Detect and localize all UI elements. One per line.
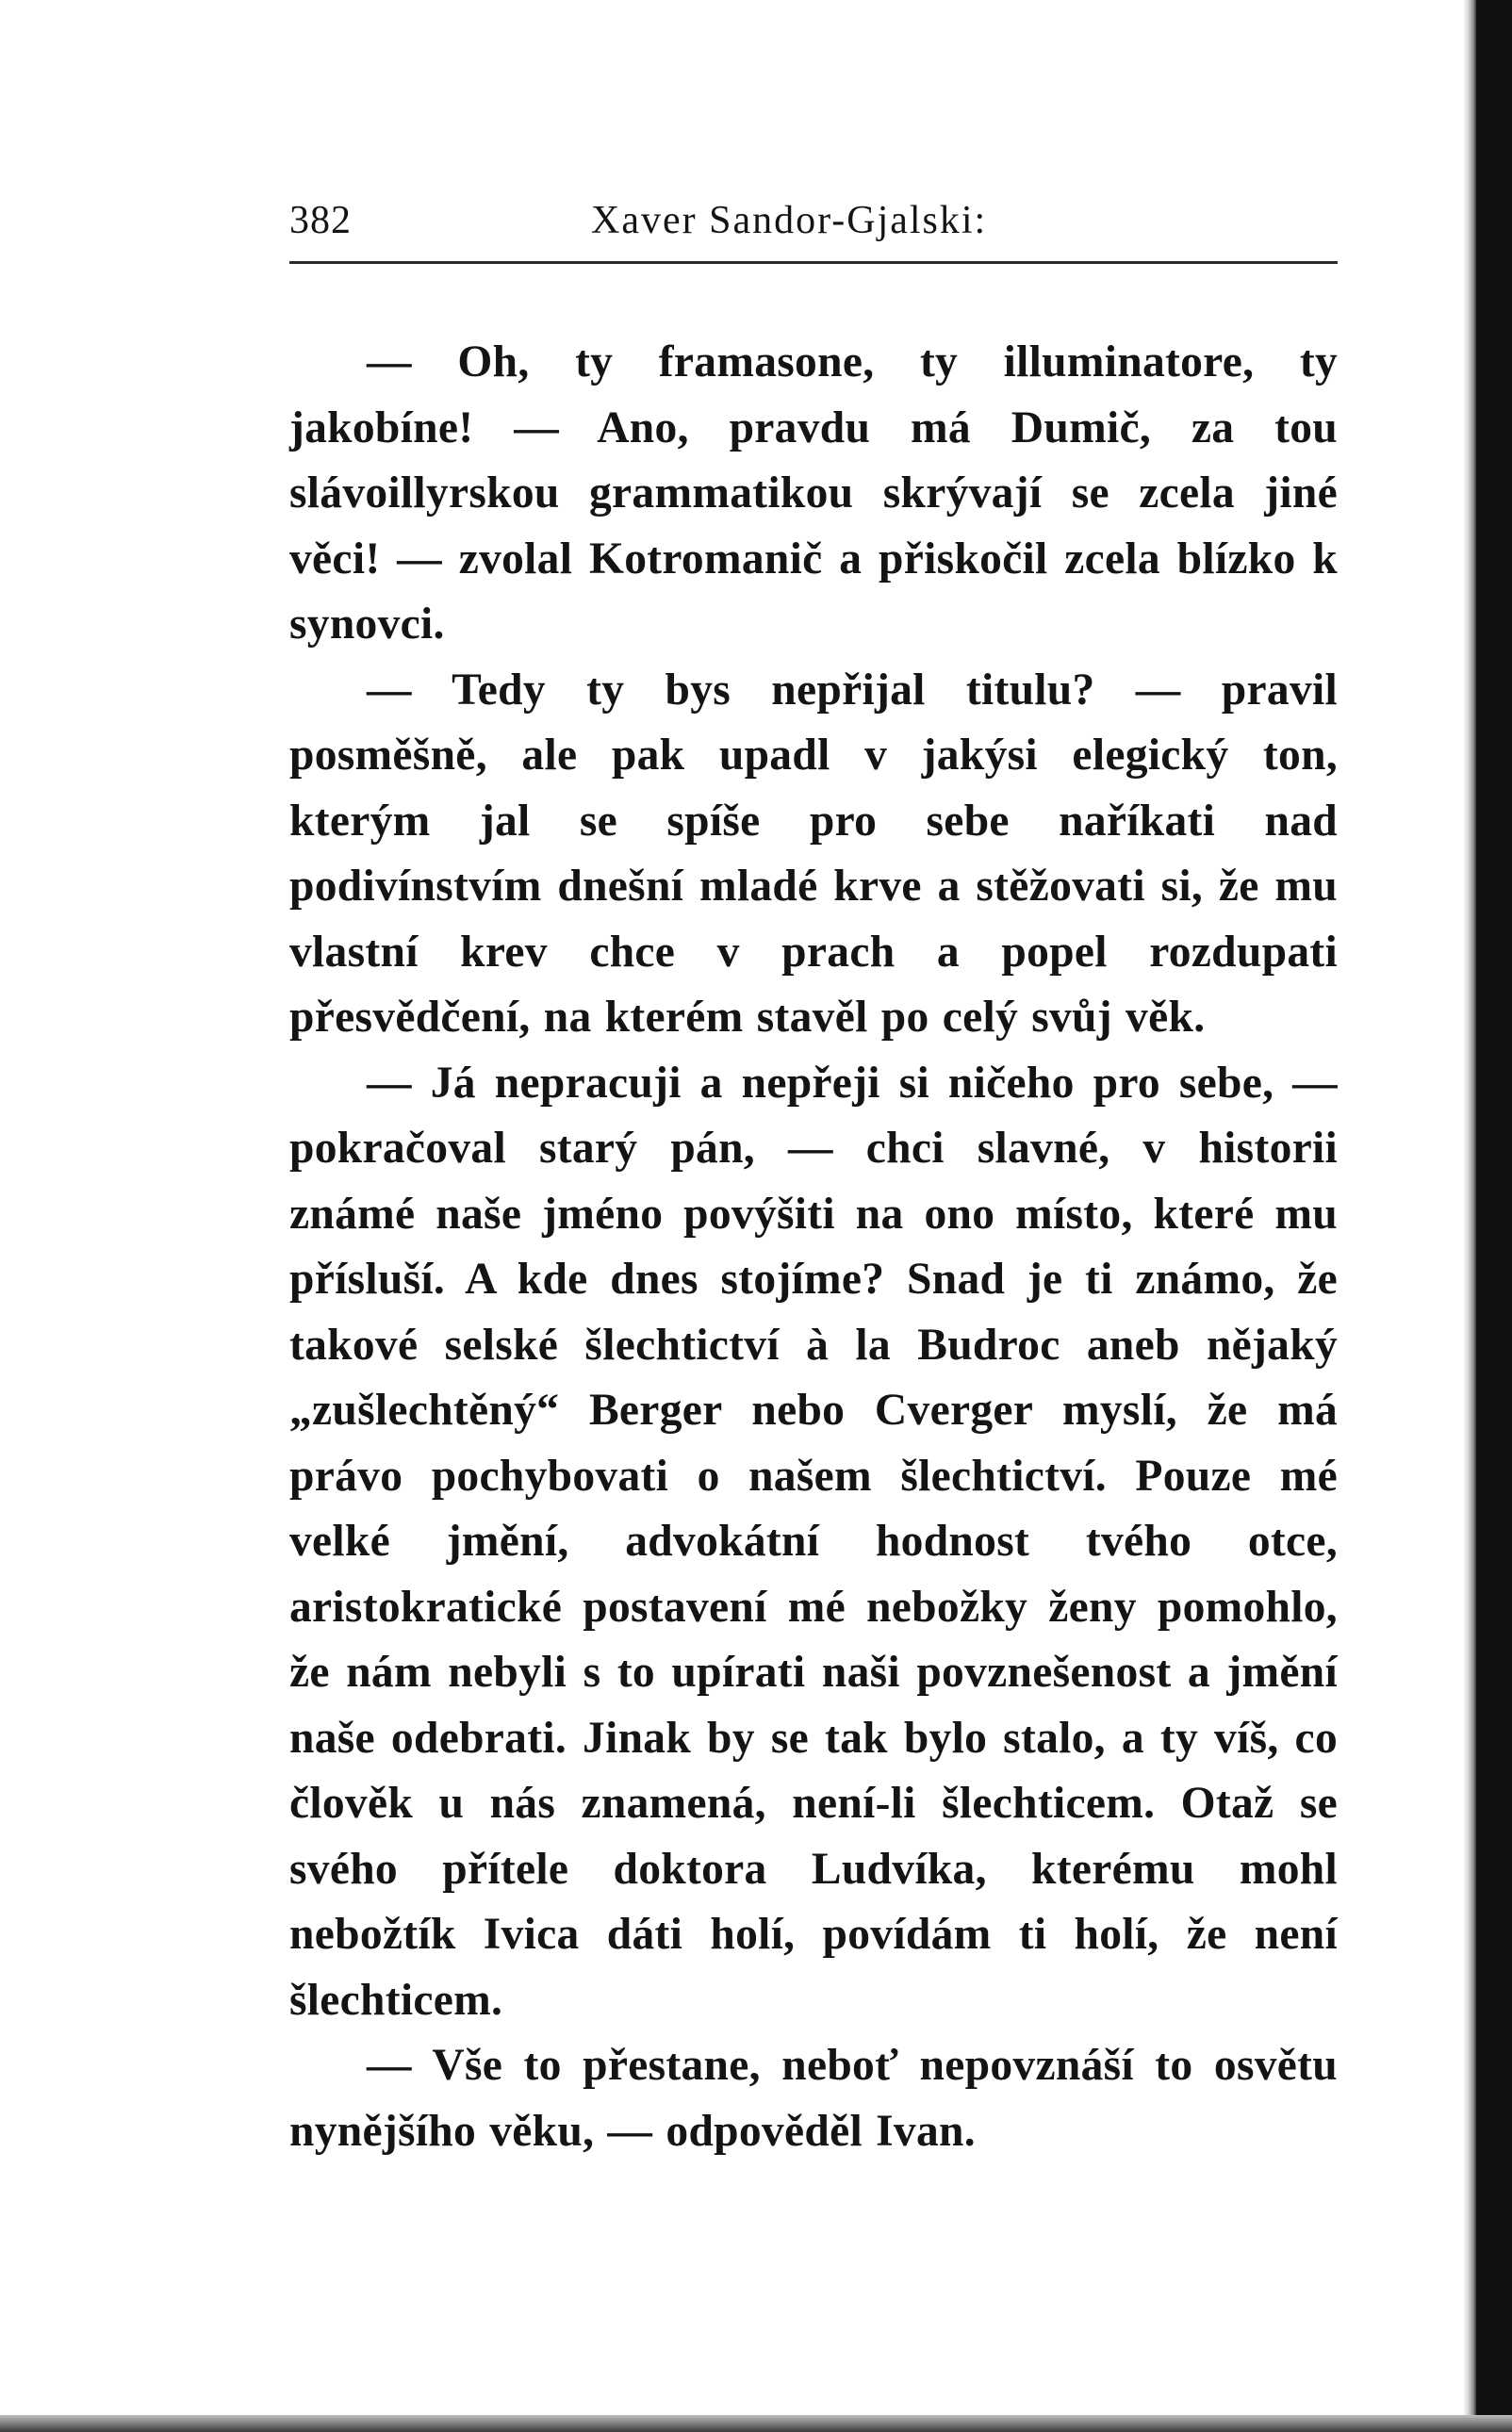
body-text	[289, 330, 1338, 2164]
book-page	[289, 189, 1338, 2156]
scan-edge	[1476, 0, 1512, 2432]
paragraph: — Já nepracuji a nepřeji si ničeho pro sebe, — pokračoval starý pán, — chci slavné, v historii známé naše jméno povýšiti na ono místo, které mu přísluší. A kde dnes stojíme? Snad je ti známo, že takové selské šlechtictví à la Budroc aneb nějaký „zušlechtěný“ Berger nebo Cverger myslí, že má právo pochybovati o našem šlechtictví. Pouze mé velké jmění, advokátní hodnost tvého otce, aristokratické postavení mé nebožky ženy pomohlo, že nám nebyli s to upírati naši povznešenost a jmění naše odebrati. Jinak by se tak bylo stalo, a ty víš, co člověk u nás znamená, není-li šlechticem. Otaž se svého přítele doktora Ludvíka, kterému mohl nebožtík Ivica dáti holí, povídám ti holí, že není šlechticem.	[289, 1058, 1338, 2025]
header-rule	[289, 261, 1338, 264]
scan-bottom-edge	[0, 2415, 1512, 2432]
page-number: 382	[289, 199, 352, 242]
scan-shadow	[1463, 0, 1476, 2432]
paragraph: — Tedy ty bys nepřijal titulu? — pravil posměšně, ale pak upadl v jakýsi elegický ton, kterým jal se spíše pro sebe naříkati nad podivínstvím dnešní mladé krve a stěžovati si, že mu vlastní krev chce v prach a popel rozdupati přesvědčení, na kterém stavěl po celý svůj věk.	[289, 665, 1338, 1042]
running-head	[289, 189, 1338, 255]
paragraph: — Oh, ty framasone, ty illuminatore, ty jakobíne! — Ano, pravdu má Dumič, za tou slávoillyrskou grammatikou skrývají se zcela jiné věci! — zvolal Kotromanič a přiskočil zcela blízko k synovci.	[289, 337, 1338, 649]
running-title: Xaver Sandor-Gjalski:	[591, 199, 988, 242]
paragraph: — Vše to přestane, neboť nepovznáší to osvětu nynějšího věku, — odpověděl Ivan.	[289, 2041, 1338, 2156]
